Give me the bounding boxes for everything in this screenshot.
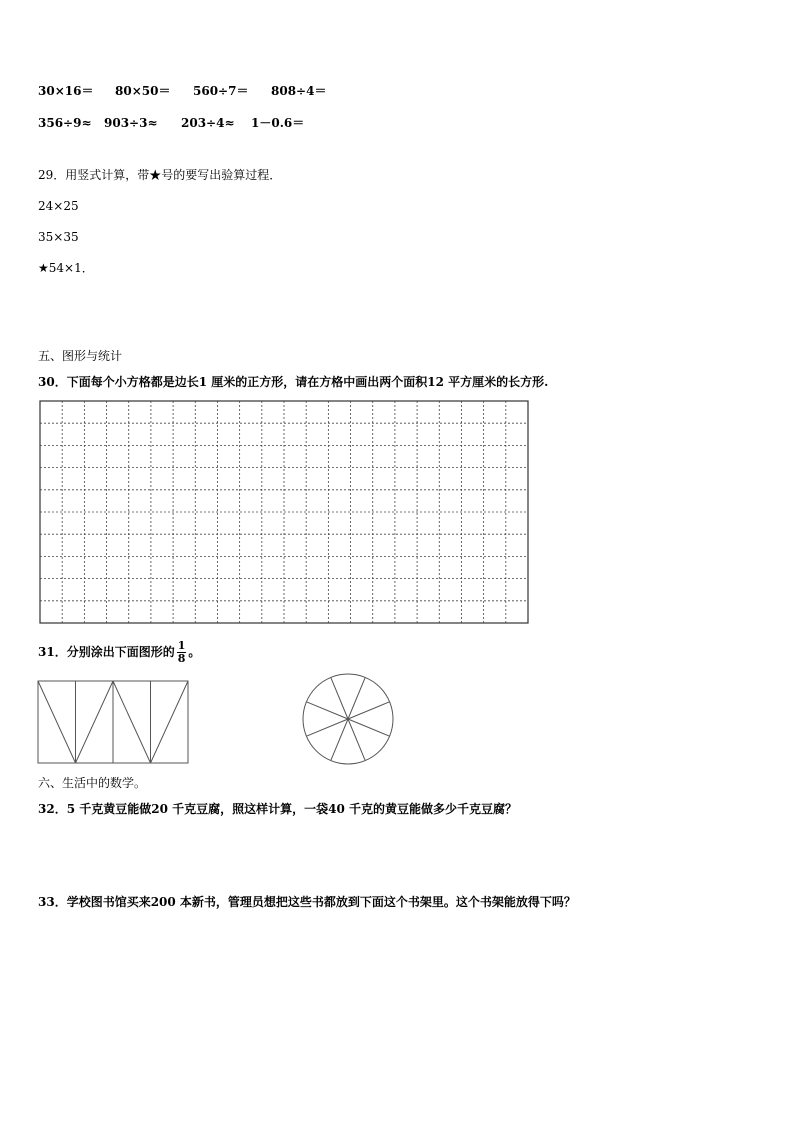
diagonal-line — [113, 681, 151, 763]
calc-item: 80×50＝ — [115, 84, 171, 98]
square-grid — [39, 400, 529, 624]
calc-item: 203÷4≈ — [181, 116, 235, 130]
fraction — [177, 640, 187, 665]
rectangle-figure — [37, 680, 189, 764]
q29-item: 35×35 — [38, 230, 79, 244]
diagonal-line — [38, 681, 76, 763]
section-6-title: 六、生活中的数学。 — [38, 776, 147, 790]
q33-prompt: 33．学校图书馆买来200 本新书，管理员想把这些书都放到下面这个书架里。这个书架能放得下吗？ — [38, 895, 576, 909]
diagonal-line — [76, 681, 114, 763]
q32-prompt: 32．5 千克黄豆能做20 千克豆腐，照这样计算，一袋40 千克的黄豆能做多少千克豆腐？ — [38, 802, 517, 816]
calc-item: 356÷9≈ — [38, 116, 92, 130]
fraction-denominator: 8 — [177, 652, 186, 665]
oral-calc-row-1 — [38, 83, 326, 99]
q31-prompt — [38, 640, 200, 665]
circle-figure — [300, 672, 396, 768]
q31-prompt-text: 31．分别涂出下面图形的 — [38, 645, 175, 659]
calc-item: 903÷3≈ — [104, 116, 158, 130]
calc-item: 560÷7＝ — [193, 84, 249, 98]
oral-calc-row-2 — [38, 115, 304, 131]
q31-prompt-end: 。 — [188, 645, 201, 659]
q29-item: 24×25 — [38, 199, 79, 213]
calc-item: 1－0.6＝ — [251, 116, 305, 130]
q30-prompt: 30．下面每个小方格都是边长1 厘米的正方形，请在方格中画出两个面积12 平方厘米的长方形. — [38, 375, 549, 389]
fraction-numerator: 1 — [177, 639, 186, 652]
q29-item: ★54×1． — [38, 261, 94, 275]
calc-item: 808÷4＝ — [271, 84, 327, 98]
diagonal-line — [151, 681, 189, 763]
section-5-title: 五、图形与统计 — [38, 349, 123, 363]
q29-prompt: 29．用竖式计算，带★号的要写出验算过程． — [38, 168, 282, 182]
calc-item: 30×16＝ — [38, 84, 94, 98]
